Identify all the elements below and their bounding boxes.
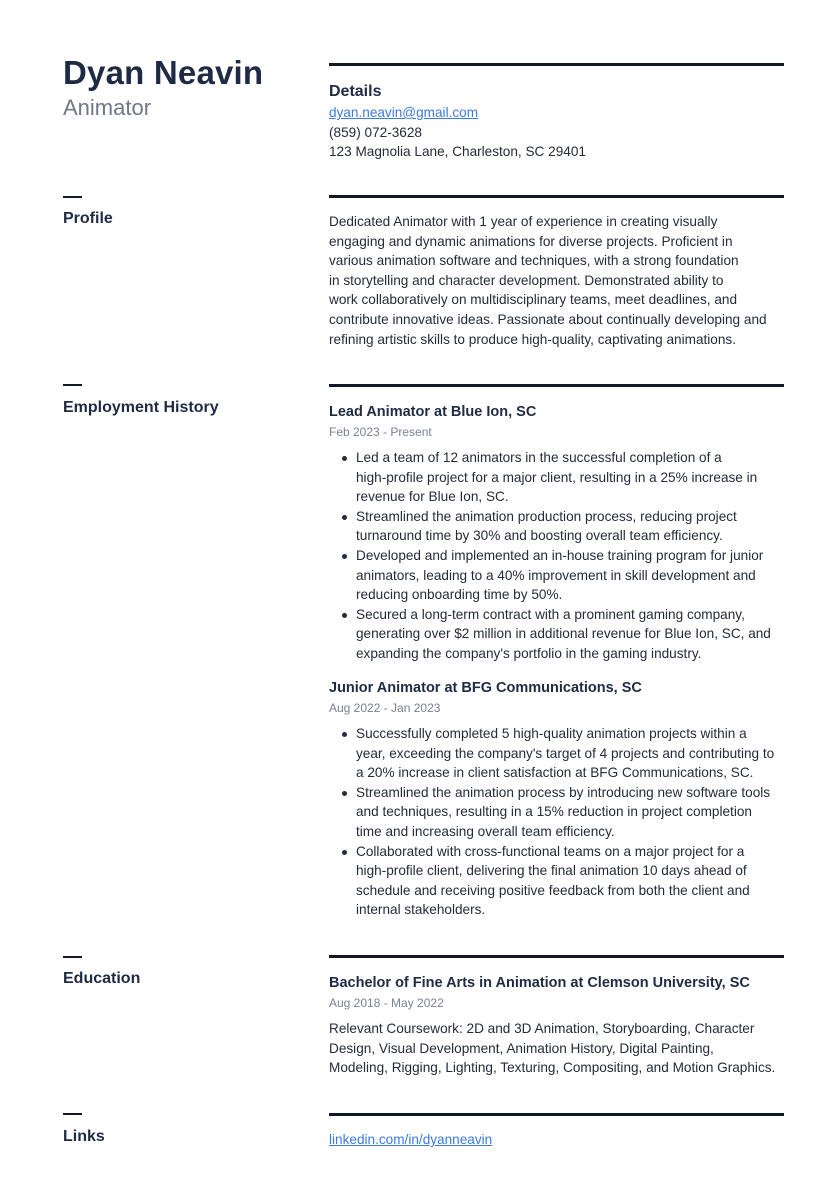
bullet-item bbox=[329, 724, 789, 783]
bullet-item bbox=[329, 605, 789, 664]
bullet-item bbox=[329, 842, 789, 920]
bullet-line: Developed and implemented an in-house training program for junior bbox=[356, 547, 764, 563]
bullet-line: internal stakeholders. bbox=[356, 902, 486, 918]
profile-heading: Profile bbox=[63, 210, 113, 227]
bullet-line: and techniques, resulting in a 15% reduction in project completion bbox=[356, 804, 752, 820]
coursework-line: Design, Visual Development, Animation History, Digital Painting, bbox=[329, 1040, 714, 1056]
phone-number: (859) 072-3628 bbox=[329, 124, 422, 140]
bullet-item bbox=[329, 783, 789, 842]
profile-dash bbox=[63, 196, 82, 198]
links-heading: Links bbox=[63, 1128, 105, 1145]
bullet-line: reducing onboarding time by 50%. bbox=[356, 587, 563, 603]
job-title: Lead Animator at Blue Ion, SC bbox=[329, 404, 537, 420]
employment-divider bbox=[329, 384, 784, 387]
linkedin-link[interactable]: linkedin.com/in/dyanneavin bbox=[329, 1132, 493, 1147]
job-entry bbox=[329, 678, 789, 920]
details-heading: Details bbox=[329, 83, 382, 100]
job-title: Junior Animator at BFG Communications, SC bbox=[329, 680, 642, 696]
bullet-line: a 20% increase in client satisfaction at BFG Communications, SC. bbox=[356, 765, 754, 781]
bullet-line: Successfully completed 5 high-quality animation projects within a bbox=[356, 726, 747, 741]
bullet-item bbox=[329, 546, 789, 605]
profile-line: work collaboratively on multidisciplinary teams, meet deadlines, and bbox=[329, 292, 738, 308]
degree-title: Bachelor of Fine Arts in Animation at Clemson University, SC bbox=[329, 975, 750, 991]
bullet-line: Streamlined the animation production process, reducing project bbox=[356, 508, 737, 524]
profile-line: Dedicated Animator with 1 year of experience in creating visually bbox=[329, 214, 718, 229]
job-dates: Aug 2022 - Jan 2023 bbox=[329, 701, 441, 715]
bullet-line: time and increasing overall team efficiency. bbox=[356, 823, 615, 839]
education-dates: Aug 2018 - May 2022 bbox=[329, 996, 444, 1010]
bullet-line: Streamlined the animation process by introducing new software tools bbox=[356, 784, 771, 800]
bullet-line: animators, leading to a 40% improvement in skill development and bbox=[356, 567, 756, 583]
details-divider bbox=[329, 63, 784, 66]
coursework-line: Modeling, Rigging, Lighting, Texturing, Compositing, and Motion Graphics. bbox=[329, 1060, 776, 1076]
education-dash bbox=[63, 956, 82, 958]
address: 123 Magnolia Lane, Charleston, SC 29401 bbox=[329, 144, 586, 160]
job-dates: Feb 2023 - Present bbox=[329, 425, 432, 439]
education-heading: Education bbox=[63, 970, 141, 987]
job-bullets bbox=[329, 724, 789, 920]
bullet-line: turnaround time by 30% and boosting overall team efficiency. bbox=[356, 528, 723, 544]
details-section bbox=[329, 81, 789, 162]
profile-line: refining artistic skills to produce high-quality, captivating animations. bbox=[329, 331, 737, 347]
candidate-name: Dyan Neavin bbox=[63, 54, 264, 91]
profile-text bbox=[329, 212, 789, 349]
links-divider bbox=[329, 1113, 784, 1116]
bullet-line: revenue for Blue Ion, SC. bbox=[356, 489, 509, 505]
links-section bbox=[329, 1130, 789, 1150]
bullet-item bbox=[329, 507, 789, 546]
employment-heading: Employment History bbox=[63, 399, 219, 416]
links-dash bbox=[63, 1113, 82, 1115]
candidate-title: Animator bbox=[63, 95, 152, 120]
bullet-line: schedule and receiving positive feedback from both the client and bbox=[356, 882, 750, 898]
bullet-line: high-profile project for a major client, resulting in a 25% increase in bbox=[356, 469, 758, 485]
profile-divider bbox=[329, 195, 784, 198]
bullet-line: year, exceeding the company's target of 4 projects and contributing to bbox=[356, 745, 775, 761]
job-bullets bbox=[329, 448, 789, 664]
bullet-line: Led a team of 12 animators in the successful completion of a bbox=[356, 450, 722, 465]
bullet-line: high-profile client, delivering the final animation 10 days ahead of bbox=[356, 863, 747, 879]
bullet-line: Secured a long-term contract with a prominent gaming company, bbox=[356, 606, 745, 622]
bullet-line: expanding the company's portfolio in the gaming industry. bbox=[356, 645, 702, 661]
profile-line: engaging and dynamic animations for diverse projects. Proficient in bbox=[329, 233, 733, 249]
profile-line: various animation software and techniques, with a strong foundation bbox=[329, 253, 739, 269]
bullet-line: generating over $2 million in additional revenue for Blue Ion, SC, and bbox=[356, 626, 771, 642]
email-link[interactable]: dyan.neavin@gmail.com bbox=[329, 105, 479, 120]
education-entry bbox=[329, 973, 789, 1078]
employment-dash bbox=[63, 384, 82, 386]
bullet-line: Collaborated with cross-functional teams on a major project for a bbox=[356, 843, 745, 859]
profile-line: contribute innovative ideas. Passionate about continually developing and bbox=[329, 311, 767, 327]
bullet-item bbox=[329, 448, 789, 507]
coursework-line: Relevant Coursework: 2D and 3D Animation, Storyboarding, Character bbox=[329, 1021, 755, 1036]
job-entry bbox=[329, 402, 789, 664]
profile-line: in storytelling and character development. Demonstrated ability to bbox=[329, 272, 724, 288]
education-divider bbox=[329, 955, 784, 958]
